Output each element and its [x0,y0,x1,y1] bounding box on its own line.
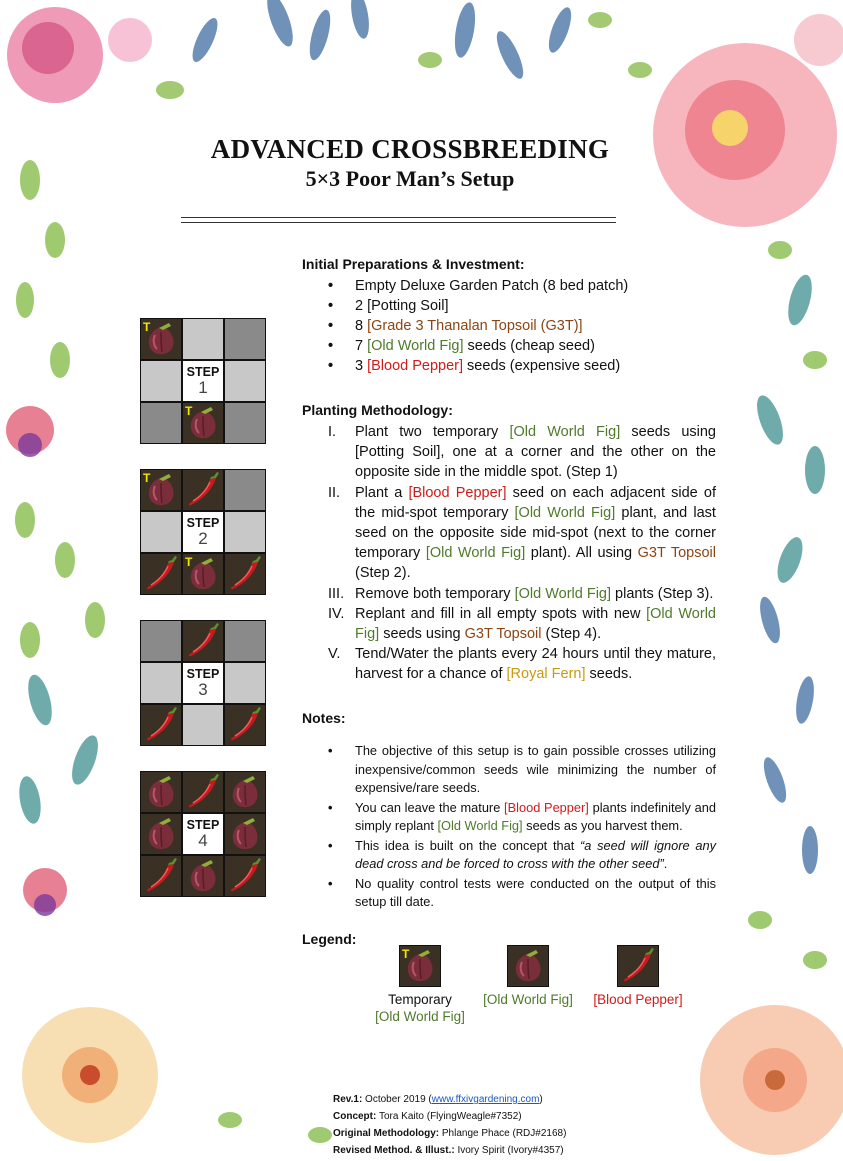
step-number: 1 [198,378,208,397]
method-step: I. Plant two temporary [Old World Fig] seeds using [Potting Soil], one at a corner and the other on the opposite side in the middle spot. (Step 1) [328,424,716,481]
fig-icon [141,772,181,812]
fig-icon [141,814,181,854]
empty-plot-cell [141,403,181,443]
note-item: • This idea is built on the concept that “a seed will ignore any dead cross and be forced to cross with the other seed”. [328,837,716,874]
prep-item: • 7 [Old World Fig] seeds (cheap seed) [328,336,628,356]
step-1-grid [140,318,266,444]
pepper-icon [183,772,223,812]
note-item: • No quality control tests were conducted on the output of this setup till date. [328,875,716,912]
step-label: STEP [186,667,220,681]
legend-temporary-fig [370,945,470,1025]
step-number: 2 [198,529,208,548]
temporary-fig-icon [183,403,223,443]
legend-heading: Legend: [302,931,357,947]
empty-plot-cell [225,512,265,552]
method-step: IV. Replant and fill in all empty spots with new [Old World Fig] seeds using G3T Topsoil (Step 4). [328,605,716,643]
pepper-icon [617,945,659,987]
concept-line: Concept: Tora Kaito (FlyingWeagle#7352) [333,1111,522,1122]
note-item: • You can leave the mature [Blood Pepper] plants indefinitely and simply replant [Old World Fig] seeds as you harvest them. [328,799,716,836]
method-step: II. Plant a [Blood Pepper] seed on each adjacent side of the mid-spot temporary [Old World Fig] plant, and last seed on the opposite side mid-spot (next to the corner temporary [Old World Fig] plant). All using G3T Topsoil (Step 2). [328,484,716,582]
fig-icon [507,945,549,987]
empty-plot-cell [225,361,265,401]
temporary-fig-icon [141,319,181,359]
pepper-icon [183,470,223,510]
step-label: STEP [186,516,220,530]
title-line-2: 5×3 Poor Man’s Setup [305,166,515,191]
empty-plot-cell [141,621,181,661]
step-label-cell [183,663,223,703]
title-divider [181,222,616,223]
temporary-fig-icon [141,470,181,510]
plot-cell [183,403,223,443]
empty-plot-cell [183,705,223,745]
plot-cell [183,470,223,510]
step-label-cell [183,814,223,854]
legend-label: [Old World Fig] [375,1009,465,1024]
plot-cell [225,856,265,896]
plot-cell [141,319,181,359]
empty-plot-cell [141,512,181,552]
step-label: STEP [186,365,220,379]
plot-cell [141,772,181,812]
empty-plot-cell [225,663,265,703]
credits [333,1091,566,1159]
notes-heading: Notes: [302,710,346,726]
pepper-icon [618,946,658,986]
revised-method-line: Revised Method. & Illust.: Ivory Spirit (Ivory#4357) [333,1145,564,1156]
legend-pepper [588,945,688,1008]
svg-text:T: T [143,471,151,485]
website-link[interactable]: www.ffxivgardening.com [431,1094,540,1105]
prep-item: • 8 [Grade 3 Thanalan Topsoil (G3T)] [328,316,628,336]
plot-cell [141,814,181,854]
prep-item: • Empty Deluxe Garden Patch (8 bed patch) [328,276,628,296]
step-label-cell [183,361,223,401]
method-step: V. Tend/Water the plants every 24 hours until they mature, harvest for a chance of [Royal Fern] seeds. [328,646,716,683]
pepper-icon [183,621,223,661]
temporary-fig-icon [400,946,440,986]
fig-icon [225,772,265,812]
svg-text:T: T [402,947,410,961]
prep-item: • 2 [Potting Soil] [328,296,628,316]
method-heading: Planting Methodology: [302,402,453,418]
plot-cell [225,814,265,854]
empty-plot-cell [225,470,265,510]
plot-cell [183,554,223,594]
pepper-icon [141,554,181,594]
method-list [328,422,716,685]
title-divider [181,217,616,218]
svg-text:T: T [185,404,193,418]
legend-fig [478,945,578,1008]
temporary-fig-icon [399,945,441,987]
step-label-cell [183,512,223,552]
plot-cell [141,856,181,896]
plot-cell [225,705,265,745]
empty-plot-cell [141,663,181,703]
revision-line: Rev.1: October 2019 (www.ffxivgardening.com) [333,1094,543,1105]
note-item: • The objective of this setup is to gain possible crosses utilizing inexpensive/common seeds wile minimizing the number of expensive/rare seeds. [328,742,716,798]
pepper-icon [225,856,265,896]
fig-icon [225,814,265,854]
step-3-grid [140,620,266,746]
prep-item: • 3 [Blood Pepper] seeds (expensive seed) [328,356,628,376]
empty-plot-cell [225,403,265,443]
plot-cell [183,621,223,661]
fig-icon [508,946,548,986]
svg-text:T: T [185,555,193,569]
step-4-grid [140,771,266,897]
pepper-icon [225,554,265,594]
legend-label: Temporary [388,992,452,1007]
pepper-icon [225,705,265,745]
empty-plot-cell [225,621,265,661]
plot-cell [225,772,265,812]
prep-heading: Initial Preparations & Investment: [302,256,525,272]
step-label: STEP [186,818,220,832]
document-title [150,133,670,193]
step-2-grid [140,469,266,595]
plot-cell [141,705,181,745]
empty-plot-cell [183,319,223,359]
plot-cell [183,772,223,812]
empty-plot-cell [225,319,265,359]
pepper-icon [141,856,181,896]
plot-cell [225,554,265,594]
step-number: 3 [198,680,208,699]
svg-text:T: T [143,320,151,334]
plot-cell [141,554,181,594]
title-line-1: ADVANCED CROSSBREEDING [210,134,610,164]
empty-plot-cell [141,361,181,401]
original-method-line: Original Methodology: Phlange Phace (RDJ#2168) [333,1128,567,1139]
plot-cell [141,470,181,510]
temporary-fig-icon [183,554,223,594]
prep-list [328,276,628,376]
fig-icon [183,856,223,896]
plot-cell [183,856,223,896]
step-number: 4 [198,831,208,850]
notes-list [328,742,716,913]
legend-label: [Old World Fig] [483,992,573,1007]
method-step: III. Remove both temporary [Old World Fig] plants (Step 3). [328,585,714,602]
legend-label: [Blood Pepper] [593,992,683,1007]
pepper-icon [141,705,181,745]
